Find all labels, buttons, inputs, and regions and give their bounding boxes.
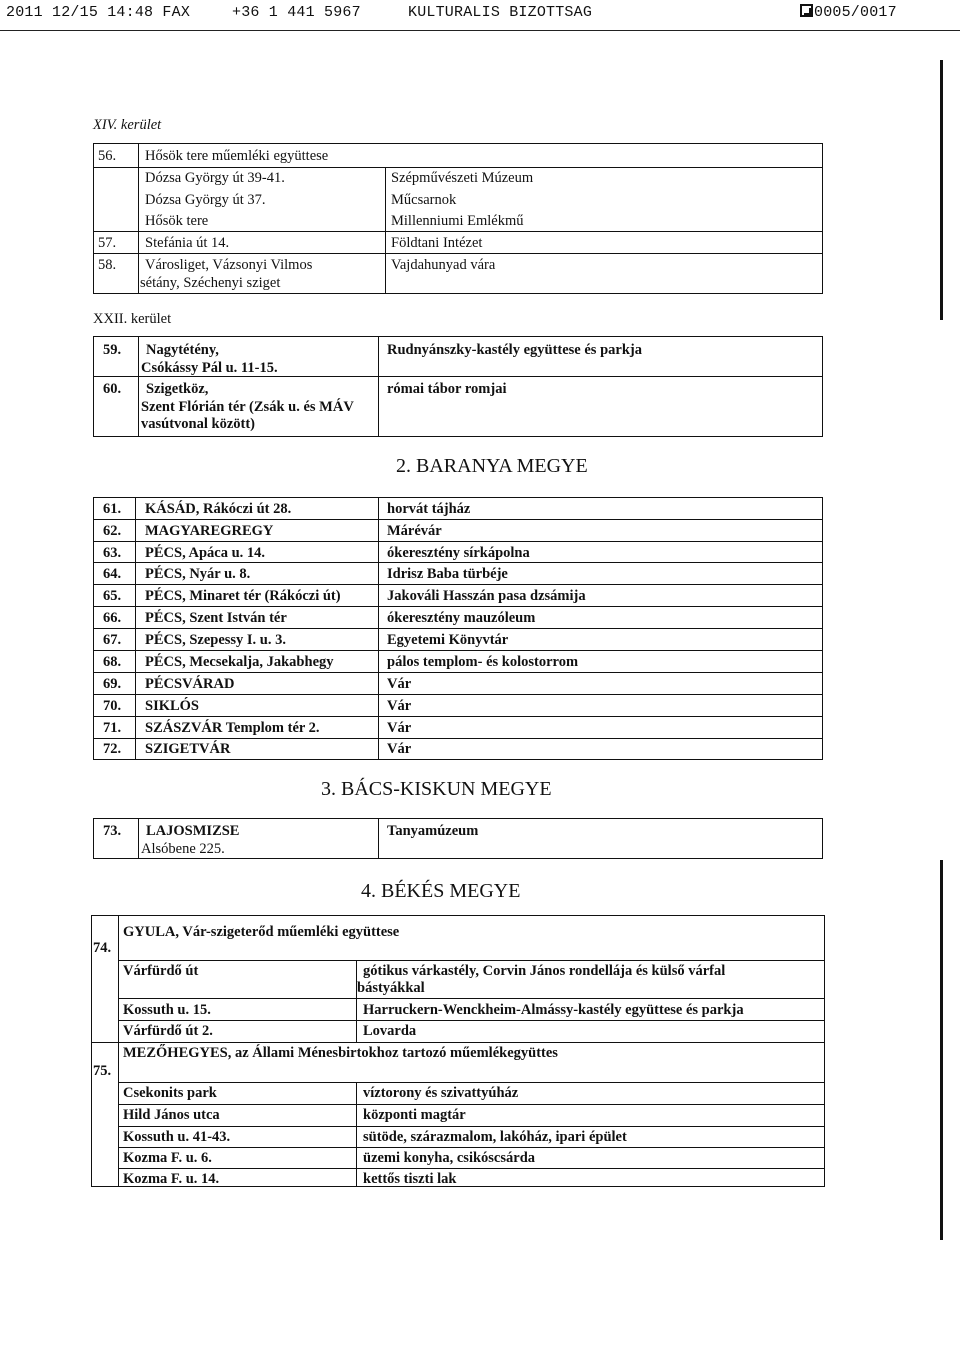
row-place: PÉCSVÁRAD	[145, 676, 235, 692]
row-place: PÉCS, Szepessy I. u. 3.	[145, 632, 286, 648]
row-divider	[118, 1020, 825, 1021]
row-object: Tanyamúzeum	[387, 823, 479, 839]
row-address: Hősök tere	[145, 213, 209, 229]
bekes-heading: 4. BÉKÉS MEGYE	[361, 880, 521, 902]
row-object: Millenniumi Emlékmű	[391, 213, 524, 229]
row-object: ókeresztény sírkápolna	[387, 545, 530, 561]
row-num: 75.	[93, 1063, 112, 1079]
row-divider	[118, 1082, 825, 1083]
row-object: római tábor romjai	[387, 381, 507, 397]
baranya-heading: 2. BARANYA MEGYE	[396, 455, 588, 477]
row-object: Műcsarnok	[391, 192, 457, 208]
row-divider	[93, 584, 823, 585]
district-xiv-title: XIV. kerület	[93, 117, 162, 133]
row-divider	[93, 650, 823, 651]
row-num: 61.	[103, 501, 122, 517]
row-place: SZIGETVÁR	[145, 741, 231, 757]
row-address: Stefánia út 14.	[145, 235, 230, 251]
fax-pages-text: 0005/0017	[814, 4, 897, 21]
row-place: Alsóbene 225.	[141, 841, 225, 857]
row-address: Szigetköz,	[146, 381, 209, 397]
row-address: Nagytétény,	[146, 342, 219, 358]
row-object: üzemi konyha, csikóscsárda	[363, 1150, 536, 1166]
row-divider	[93, 672, 823, 673]
row-object: Szépművészeti Múzeum	[391, 170, 534, 186]
row-address: Várfürdő út 2.	[123, 1023, 213, 1039]
col-divider	[378, 818, 379, 859]
row-divider	[93, 231, 823, 232]
row-place: PÉCS, Apáca u. 14.	[145, 545, 266, 561]
row-address: Dózsa György út 37.	[145, 192, 266, 208]
row-address: Csókássy Pál u. 11-15.	[141, 360, 278, 376]
row-object: Vár	[387, 676, 412, 692]
fax-sender: KULTURALIS BIZOTTSAG	[408, 4, 593, 21]
row-object: víztorony és szivattyúház	[363, 1085, 519, 1101]
row-place: MAGYAREGREGY	[145, 523, 274, 539]
row-num: 73.	[103, 823, 122, 839]
row-place: PÉCS, Szent István tér	[145, 610, 287, 626]
row-object: ókeresztény mauzóleum	[387, 610, 536, 626]
row-num: 71.	[103, 720, 122, 736]
row-divider	[118, 1104, 825, 1105]
row-num: 67.	[103, 632, 122, 648]
row-place: PÉCS, Minaret tér (Rákóczi út)	[145, 588, 341, 604]
district-xxii-title: XXII. kerület	[93, 311, 172, 327]
row-num: 56.	[98, 148, 117, 164]
row-object: Vár	[387, 741, 412, 757]
row-divider	[118, 1126, 825, 1127]
col-divider	[356, 1082, 357, 1187]
row-num: 59.	[103, 342, 122, 358]
row-object: Márévár	[387, 523, 442, 539]
row-address: Kossuth u. 15.	[123, 1002, 211, 1018]
row-divider	[93, 519, 823, 520]
row-num: 69.	[103, 676, 122, 692]
row-divider	[91, 1042, 825, 1043]
row-object: sütöde, szárazmalom, lakóház, ipari épület	[363, 1129, 627, 1145]
row-num: 58.	[98, 257, 117, 273]
fax-datetime: 2011 12/15 14:48 FAX	[6, 4, 191, 21]
row-address: Hild János utca	[123, 1107, 220, 1123]
row-place: KÁSÁD, Rákóczi út 28.	[145, 501, 292, 517]
col-divider	[356, 960, 357, 1042]
row-divider	[118, 998, 825, 999]
row-object: Jakováli Hasszán pasa dzsámija	[387, 588, 586, 604]
fax-page-icon	[800, 4, 813, 17]
row-object: gótikus várkastély, Corvin János rondellája és külső várfal	[363, 963, 726, 979]
row-num: 72.	[103, 741, 122, 757]
row-object: Vár	[387, 720, 412, 736]
fax-pages	[800, 4, 897, 21]
row-divider	[93, 628, 823, 629]
row-divider	[93, 738, 823, 739]
row-num: 68.	[103, 654, 122, 670]
row-object: bástyákkal	[357, 980, 425, 996]
row-num: 62.	[103, 523, 122, 539]
row-place: PÉCS, Nyár u. 8.	[145, 566, 251, 582]
row-object: kettős tiszti lak	[363, 1171, 457, 1187]
row-address: Kozma F. u. 14.	[123, 1171, 220, 1187]
row-name: Hősök tere műemléki együttese	[145, 148, 329, 164]
row-num: 74.	[93, 940, 112, 956]
row-divider	[93, 694, 823, 695]
row-place: SIKLÓS	[145, 698, 199, 714]
group-title: MEZŐHEGYES, az Állami Ménesbirtokhoz tartozó műemlékegyüttes	[123, 1045, 558, 1061]
row-address: Csekonits park	[123, 1085, 217, 1101]
row-divider	[118, 960, 825, 961]
row-place: PÉCS, Mecsekalja, Jakabhegy	[145, 654, 334, 670]
row-object: pálos templom- és kolostorrom	[387, 654, 579, 670]
row-object: Vár	[387, 698, 412, 714]
row-address: vasútvonal között)	[141, 416, 255, 432]
row-place: LAJOSMIZSE	[146, 823, 240, 839]
margin-bar	[940, 60, 943, 320]
row-object: Harruckern-Wenckheim-Almássy-kastély együttese és parkja	[363, 1002, 744, 1018]
row-divider	[93, 541, 823, 542]
row-address: Dózsa György út 39-41.	[145, 170, 285, 186]
col-divider	[138, 818, 139, 859]
row-divider	[93, 606, 823, 607]
row-address: Városliget, Vázsonyi Vilmos	[145, 257, 313, 273]
row-num: 63.	[103, 545, 122, 561]
row-address: Várfürdő út	[123, 963, 199, 979]
row-divider	[93, 167, 823, 168]
col-divider	[138, 143, 139, 294]
row-num: 70.	[103, 698, 122, 714]
row-object: Rudnyánszky-kastély együttese és parkja	[387, 342, 642, 358]
row-num: 60.	[103, 381, 122, 397]
row-divider	[93, 253, 823, 254]
bacs-heading: 3. BÁCS-KISKUN MEGYE	[321, 778, 552, 800]
fax-phone: +36 1 441 5967	[232, 4, 361, 21]
fax-header-rule	[0, 30, 960, 31]
row-object: Egyetemi Könyvtár	[387, 632, 509, 648]
row-num: 57.	[98, 235, 117, 251]
row-place: SZÁSZVÁR Templom tér 2.	[145, 720, 320, 736]
row-object: Vajdahunyad vára	[391, 257, 496, 273]
row-address: sétány, Széchenyi sziget	[140, 275, 281, 291]
row-num: 65.	[103, 588, 122, 604]
row-object: Földtani Intézet	[391, 235, 483, 251]
row-divider	[93, 716, 823, 717]
row-object: horvát tájház	[387, 501, 471, 517]
row-address: Kossuth u. 41-43.	[123, 1129, 231, 1145]
row-address: Kozma F. u. 6.	[123, 1150, 212, 1166]
row-num: 64.	[103, 566, 122, 582]
row-object: Idrisz Baba türbéje	[387, 566, 508, 582]
col-divider	[378, 336, 379, 437]
margin-bar	[940, 860, 943, 1240]
group-title: GYULA, Vár-szigeterőd műemléki együttese	[123, 924, 400, 940]
row-divider	[118, 1168, 825, 1169]
col-divider	[138, 336, 139, 437]
row-num: 66.	[103, 610, 122, 626]
row-address: Szent Flórián tér (Zsák u. és MÁV	[141, 399, 354, 415]
row-divider	[118, 1147, 825, 1148]
row-divider	[93, 562, 823, 563]
row-object: Lovarda	[363, 1023, 417, 1039]
row-object: központi magtár	[363, 1107, 466, 1123]
